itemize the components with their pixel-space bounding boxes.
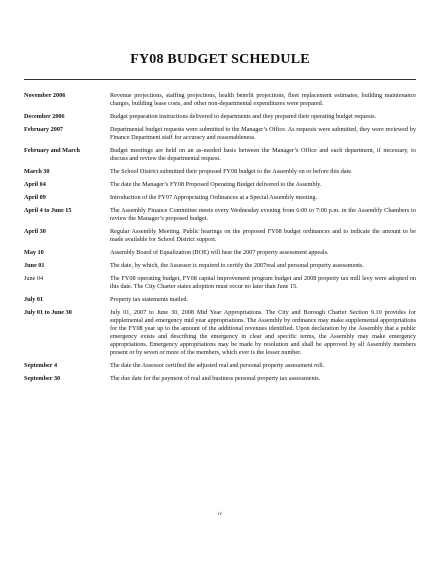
schedule-description: The date the Assessor certified the adjusted real and personal property assessment roll. bbox=[110, 362, 325, 369]
schedule-row bbox=[24, 249, 416, 257]
schedule-description: Departmental budget requests were submitted to the Manager’s Office. As requests were submitted, they were reviewed by Finance Department staff for accuracy and reasonableness. bbox=[110, 126, 416, 141]
page-number: iv bbox=[218, 512, 222, 517]
schedule-row bbox=[24, 262, 416, 270]
schedule-row bbox=[24, 113, 416, 121]
schedule-description: The due date for the payment of real and business personal property tax assessments. bbox=[110, 375, 321, 382]
schedule-row bbox=[24, 275, 416, 291]
schedule-description: The School District submitted their proposed FY08 budget to the Assembly on or before this date. bbox=[110, 168, 353, 175]
schedule-row bbox=[24, 126, 416, 142]
schedule-row bbox=[24, 147, 416, 163]
schedule-description: Revenue projections, staffing projections, health benefit projections, fleet replacement estimates, building maintenance charges, building lease costs, and other non-departmental expenditures were prepared. bbox=[110, 92, 416, 107]
schedule-date: March 30 bbox=[24, 168, 50, 175]
title-rule bbox=[24, 79, 416, 80]
schedule-row bbox=[24, 168, 416, 176]
schedule-description: The FY08 operating budget, FY08 capital improvement program budget and 2008 property tax mill levy were adopted on this date. The City Charter states adoption must occur no later than June 15. bbox=[110, 275, 416, 290]
schedule-date: April 30 bbox=[24, 228, 46, 235]
schedule-date: September 4 bbox=[24, 362, 58, 369]
schedule-date: June 01 bbox=[24, 262, 45, 269]
schedule-date: July 01 to June 30 bbox=[24, 309, 72, 316]
schedule-row bbox=[24, 92, 416, 108]
schedule-date: June 04 bbox=[24, 275, 44, 282]
schedule-row bbox=[24, 228, 416, 244]
schedule-description: Budget preparation instructions delivered to departments and they prepared their operating budget requests. bbox=[110, 113, 377, 120]
schedule-description: July 01, 2007 to June 30, 2008 Mid Year Appropriations. The City and Borough Charter Section 9.10 provides for supplemental and emergency mid year appropriations. The Assembly by ordinance may make supplemental appropriations for the FY08 year up to the amount of the additional revenues identified. Upon declaration by the Assembly that a public emergency exists and describing the emergency in clear and specific terms, the Assembly may make emergency appropriations. Emergency appropriations may be made by resolution and shall be approved by all Assembly members present or by seven or more of the members, which ever is the lesser number. bbox=[110, 309, 416, 356]
schedule-description: Introduction of the FY07 Appropriating Ordinances at a Special Assembly meeting. bbox=[110, 194, 318, 201]
schedule-date: February and March bbox=[24, 147, 80, 154]
schedule-list bbox=[24, 92, 416, 383]
schedule-row bbox=[24, 181, 416, 189]
schedule-description: The date, by which, the Assessor is required to certify the 2007real and personal property assessments. bbox=[110, 262, 364, 269]
schedule-date: April 04 bbox=[24, 181, 46, 188]
schedule-date: December 2006 bbox=[24, 113, 65, 120]
document-title: FY08 BUDGET SCHEDULE bbox=[130, 52, 310, 67]
schedule-description: The date the Manager’s FY08 Proposed Operating Budget delivered to the Assembly. bbox=[110, 181, 322, 188]
schedule-row bbox=[24, 296, 416, 304]
schedule-date: July 01 bbox=[24, 296, 44, 303]
schedule-description: Property tax statements mailed. bbox=[110, 296, 189, 303]
schedule-row bbox=[24, 309, 416, 357]
schedule-description: Budget meetings are held on an as-needed basis between the Manager’s Office and each department, if necessary, to discuss and review the departmental request. bbox=[110, 147, 416, 162]
schedule-date: April 09 bbox=[24, 194, 46, 201]
schedule-row bbox=[24, 375, 416, 383]
schedule-description: Regular Assembly Meeting. Public hearings on the proposed FY08 budget ordinances and to indicate the amount to be made available for School District support. bbox=[110, 228, 416, 243]
schedule-date: November 2006 bbox=[24, 92, 66, 99]
schedule-date: May 10 bbox=[24, 249, 44, 256]
schedule-date: April 4 to June 15 bbox=[24, 207, 72, 214]
schedule-date: September 30 bbox=[24, 375, 61, 382]
schedule-date: February 2007 bbox=[24, 126, 64, 133]
schedule-row bbox=[24, 362, 416, 370]
schedule-row bbox=[24, 207, 416, 223]
schedule-row bbox=[24, 194, 416, 202]
schedule-description: Assembly Board of Equalization (BOE) will hear the 2007 property assessment appeals. bbox=[110, 249, 329, 256]
schedule-description: The Assembly Finance Committee meets every Wednesday evening from 6:00 to 7:00 p.m. in the Assembly Chambers to review the Manager’s proposed budget. bbox=[110, 207, 416, 222]
